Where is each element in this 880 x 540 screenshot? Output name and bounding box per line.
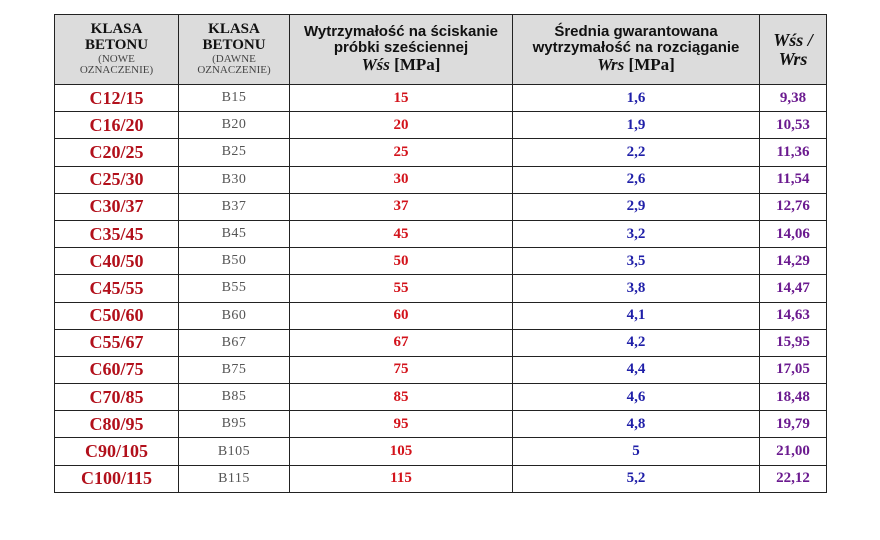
table-row <box>55 166 827 193</box>
table-row <box>55 220 827 247</box>
cell-tensile: 1,9 <box>513 112 760 139</box>
cell-compressive: 45 <box>290 220 513 247</box>
cell-new-class <box>55 139 179 166</box>
header-old-class-title-2: BETONU <box>202 36 266 53</box>
cell-new-class <box>55 438 179 465</box>
cell-tensile: 3,2 <box>513 220 760 247</box>
cell-new-class-cube: 67 <box>125 332 144 353</box>
cell-old-class: B25 <box>179 139 290 166</box>
cell-new-class-cube: 75 <box>125 359 144 380</box>
header-compressive-line-1: Wytrzymałość na ściskanie <box>304 23 498 41</box>
cell-compressive: 50 <box>290 248 513 275</box>
cell-compressive: 55 <box>290 275 513 302</box>
cell-ratio: 10,53 <box>760 112 827 139</box>
cell-new-class <box>55 85 179 112</box>
concrete-class-table-container <box>54 14 827 493</box>
cell-old-class: B37 <box>179 193 290 220</box>
header-old-class-title-1: KLASA <box>208 21 260 38</box>
cell-old-class: B105 <box>179 438 290 465</box>
cell-new-class-cube: 105 <box>121 441 148 462</box>
cell-ratio: 17,05 <box>760 356 827 383</box>
cell-new-class <box>55 112 179 139</box>
cell-compressive: 20 <box>290 112 513 139</box>
cell-ratio: 15,95 <box>760 329 827 356</box>
table-row <box>55 411 827 438</box>
cell-old-class: B55 <box>179 275 290 302</box>
cell-new-class-prefix: C40/ <box>89 250 126 271</box>
cell-tensile: 3,8 <box>513 275 760 302</box>
cell-compressive: 37 <box>290 193 513 220</box>
cell-ratio: 14,06 <box>760 220 827 247</box>
cell-tensile: 5 <box>513 438 760 465</box>
table-row <box>55 275 827 302</box>
cell-compressive: 67 <box>290 329 513 356</box>
cell-new-class-cube: 30 <box>125 169 144 190</box>
cell-compressive: 95 <box>290 411 513 438</box>
cell-new-class-cube: 25 <box>125 141 144 162</box>
table-body <box>55 85 827 493</box>
header-compressive-strength <box>290 15 513 85</box>
header-new-class-note-2: OZNACZENIE) <box>79 64 154 77</box>
header-old-class-note-1: (DAWNE <box>212 52 256 65</box>
cell-old-class: B30 <box>179 166 290 193</box>
cell-new-class-prefix: C55/ <box>89 332 126 353</box>
header-tensile-line-3 <box>597 54 675 74</box>
table-row <box>55 356 827 383</box>
cell-old-class: B50 <box>179 248 290 275</box>
header-new-class-note-1: (NOWE <box>98 52 135 65</box>
header-ratio-line-2: Wrs <box>778 48 808 69</box>
cell-ratio: 18,48 <box>760 384 827 411</box>
header-tensile-line-2: wytrzymałość na rozciąganie <box>532 39 740 57</box>
cell-ratio: 11,54 <box>760 166 827 193</box>
table-header <box>55 15 827 85</box>
cell-old-class: B15 <box>179 85 290 112</box>
cell-ratio: 11,36 <box>760 139 827 166</box>
table-row <box>55 85 827 112</box>
header-tensile-symbol: Wrs <box>597 54 625 74</box>
header-old-class <box>179 15 290 85</box>
cell-compressive: 105 <box>290 438 513 465</box>
cell-new-class-prefix: C70/ <box>89 386 126 407</box>
cell-new-class <box>55 356 179 383</box>
cell-tensile: 2,2 <box>513 139 760 166</box>
cell-new-class-prefix: C50/ <box>89 305 126 326</box>
cell-new-class <box>55 384 179 411</box>
concrete-class-table <box>54 14 827 493</box>
cell-new-class-cube: 55 <box>125 277 144 298</box>
cell-new-class-cube: 15 <box>125 87 144 108</box>
cell-ratio: 12,76 <box>760 193 827 220</box>
cell-ratio: 22,12 <box>760 465 827 492</box>
cell-old-class: B95 <box>179 411 290 438</box>
cell-compressive: 25 <box>290 139 513 166</box>
cell-old-class: B85 <box>179 384 290 411</box>
cell-new-class <box>55 193 179 220</box>
cell-new-class-prefix: C25/ <box>89 169 126 190</box>
cell-compressive: 15 <box>290 85 513 112</box>
cell-compressive: 30 <box>290 166 513 193</box>
cell-new-class <box>55 329 179 356</box>
table-row <box>55 438 827 465</box>
cell-ratio: 14,63 <box>760 302 827 329</box>
cell-new-class-prefix: C60/ <box>89 359 126 380</box>
cell-new-class <box>55 275 179 302</box>
cell-ratio: 9,38 <box>760 85 827 112</box>
table-row <box>55 384 827 411</box>
header-ratio <box>760 15 827 85</box>
table-row <box>55 329 827 356</box>
cell-new-class-cube: 20 <box>125 114 144 135</box>
cell-new-class <box>55 302 179 329</box>
cell-new-class-cube: 45 <box>125 223 144 244</box>
cell-tensile: 1,6 <box>513 85 760 112</box>
header-old-class-note-2: OZNACZENIE) <box>197 64 271 77</box>
header-compressive-symbol: Wśs <box>361 54 390 74</box>
header-new-class-title-2: BETONU <box>84 36 149 53</box>
cell-new-class-prefix: C30/ <box>89 196 126 217</box>
cell-old-class: B60 <box>179 302 290 329</box>
cell-old-class: B67 <box>179 329 290 356</box>
cell-new-class <box>55 411 179 438</box>
cell-tensile: 2,9 <box>513 193 760 220</box>
cell-tensile: 4,1 <box>513 302 760 329</box>
cell-ratio: 19,79 <box>760 411 827 438</box>
cell-new-class-cube: 50 <box>125 250 144 271</box>
header-tensile-strength <box>513 15 760 85</box>
cell-new-class <box>55 220 179 247</box>
header-ratio-line-1: Wśs / <box>773 29 813 50</box>
cell-new-class-prefix: C16/ <box>89 114 126 135</box>
cell-new-class-cube: 37 <box>125 196 144 217</box>
cell-new-class-prefix: C80/ <box>89 413 126 434</box>
cell-compressive: 60 <box>290 302 513 329</box>
cell-tensile: 4,2 <box>513 329 760 356</box>
table-row <box>55 139 827 166</box>
header-new-class <box>55 15 179 85</box>
cell-ratio: 14,29 <box>760 248 827 275</box>
cell-ratio: 14,47 <box>760 275 827 302</box>
cell-new-class-cube: 85 <box>125 386 144 407</box>
cell-new-class-cube: 60 <box>125 305 144 326</box>
cell-new-class <box>55 465 179 492</box>
cell-tensile: 4,4 <box>513 356 760 383</box>
header-compressive-line-3 <box>361 54 441 74</box>
table-row <box>55 112 827 139</box>
cell-old-class: B45 <box>179 220 290 247</box>
cell-new-class-prefix: C45/ <box>89 277 126 298</box>
header-tensile-unit: [MPa] <box>624 54 675 74</box>
header-row <box>55 15 827 85</box>
cell-new-class-prefix: C100/ <box>80 468 126 489</box>
cell-compressive: 115 <box>290 465 513 492</box>
cell-tensile: 5,2 <box>513 465 760 492</box>
cell-old-class: B75 <box>179 356 290 383</box>
cell-new-class <box>55 248 179 275</box>
cell-tensile: 3,5 <box>513 248 760 275</box>
header-compressive-line-2: próbki sześciennej <box>333 39 469 57</box>
header-tensile-line-1: Średnia gwarantowana <box>554 23 718 41</box>
cell-compressive: 75 <box>290 356 513 383</box>
cell-new-class <box>55 166 179 193</box>
cell-old-class: B20 <box>179 112 290 139</box>
cell-tensile: 4,8 <box>513 411 760 438</box>
header-new-class-title-1: KLASA <box>90 21 143 38</box>
cell-ratio: 21,00 <box>760 438 827 465</box>
header-compressive-unit: [MPa] <box>389 54 441 74</box>
cell-new-class-prefix: C90/ <box>85 441 121 462</box>
cell-tensile: 2,6 <box>513 166 760 193</box>
cell-tensile: 4,6 <box>513 384 760 411</box>
table-row <box>55 193 827 220</box>
cell-new-class-cube: 115 <box>125 468 152 489</box>
table-row <box>55 302 827 329</box>
cell-new-class-prefix: C20/ <box>89 141 126 162</box>
table-row <box>55 465 827 492</box>
cell-new-class-cube: 95 <box>125 413 144 434</box>
cell-old-class: B115 <box>179 465 290 492</box>
cell-new-class-prefix: C12/ <box>89 87 126 108</box>
table-row <box>55 248 827 275</box>
cell-compressive: 85 <box>290 384 513 411</box>
cell-new-class-prefix: C35/ <box>89 223 126 244</box>
